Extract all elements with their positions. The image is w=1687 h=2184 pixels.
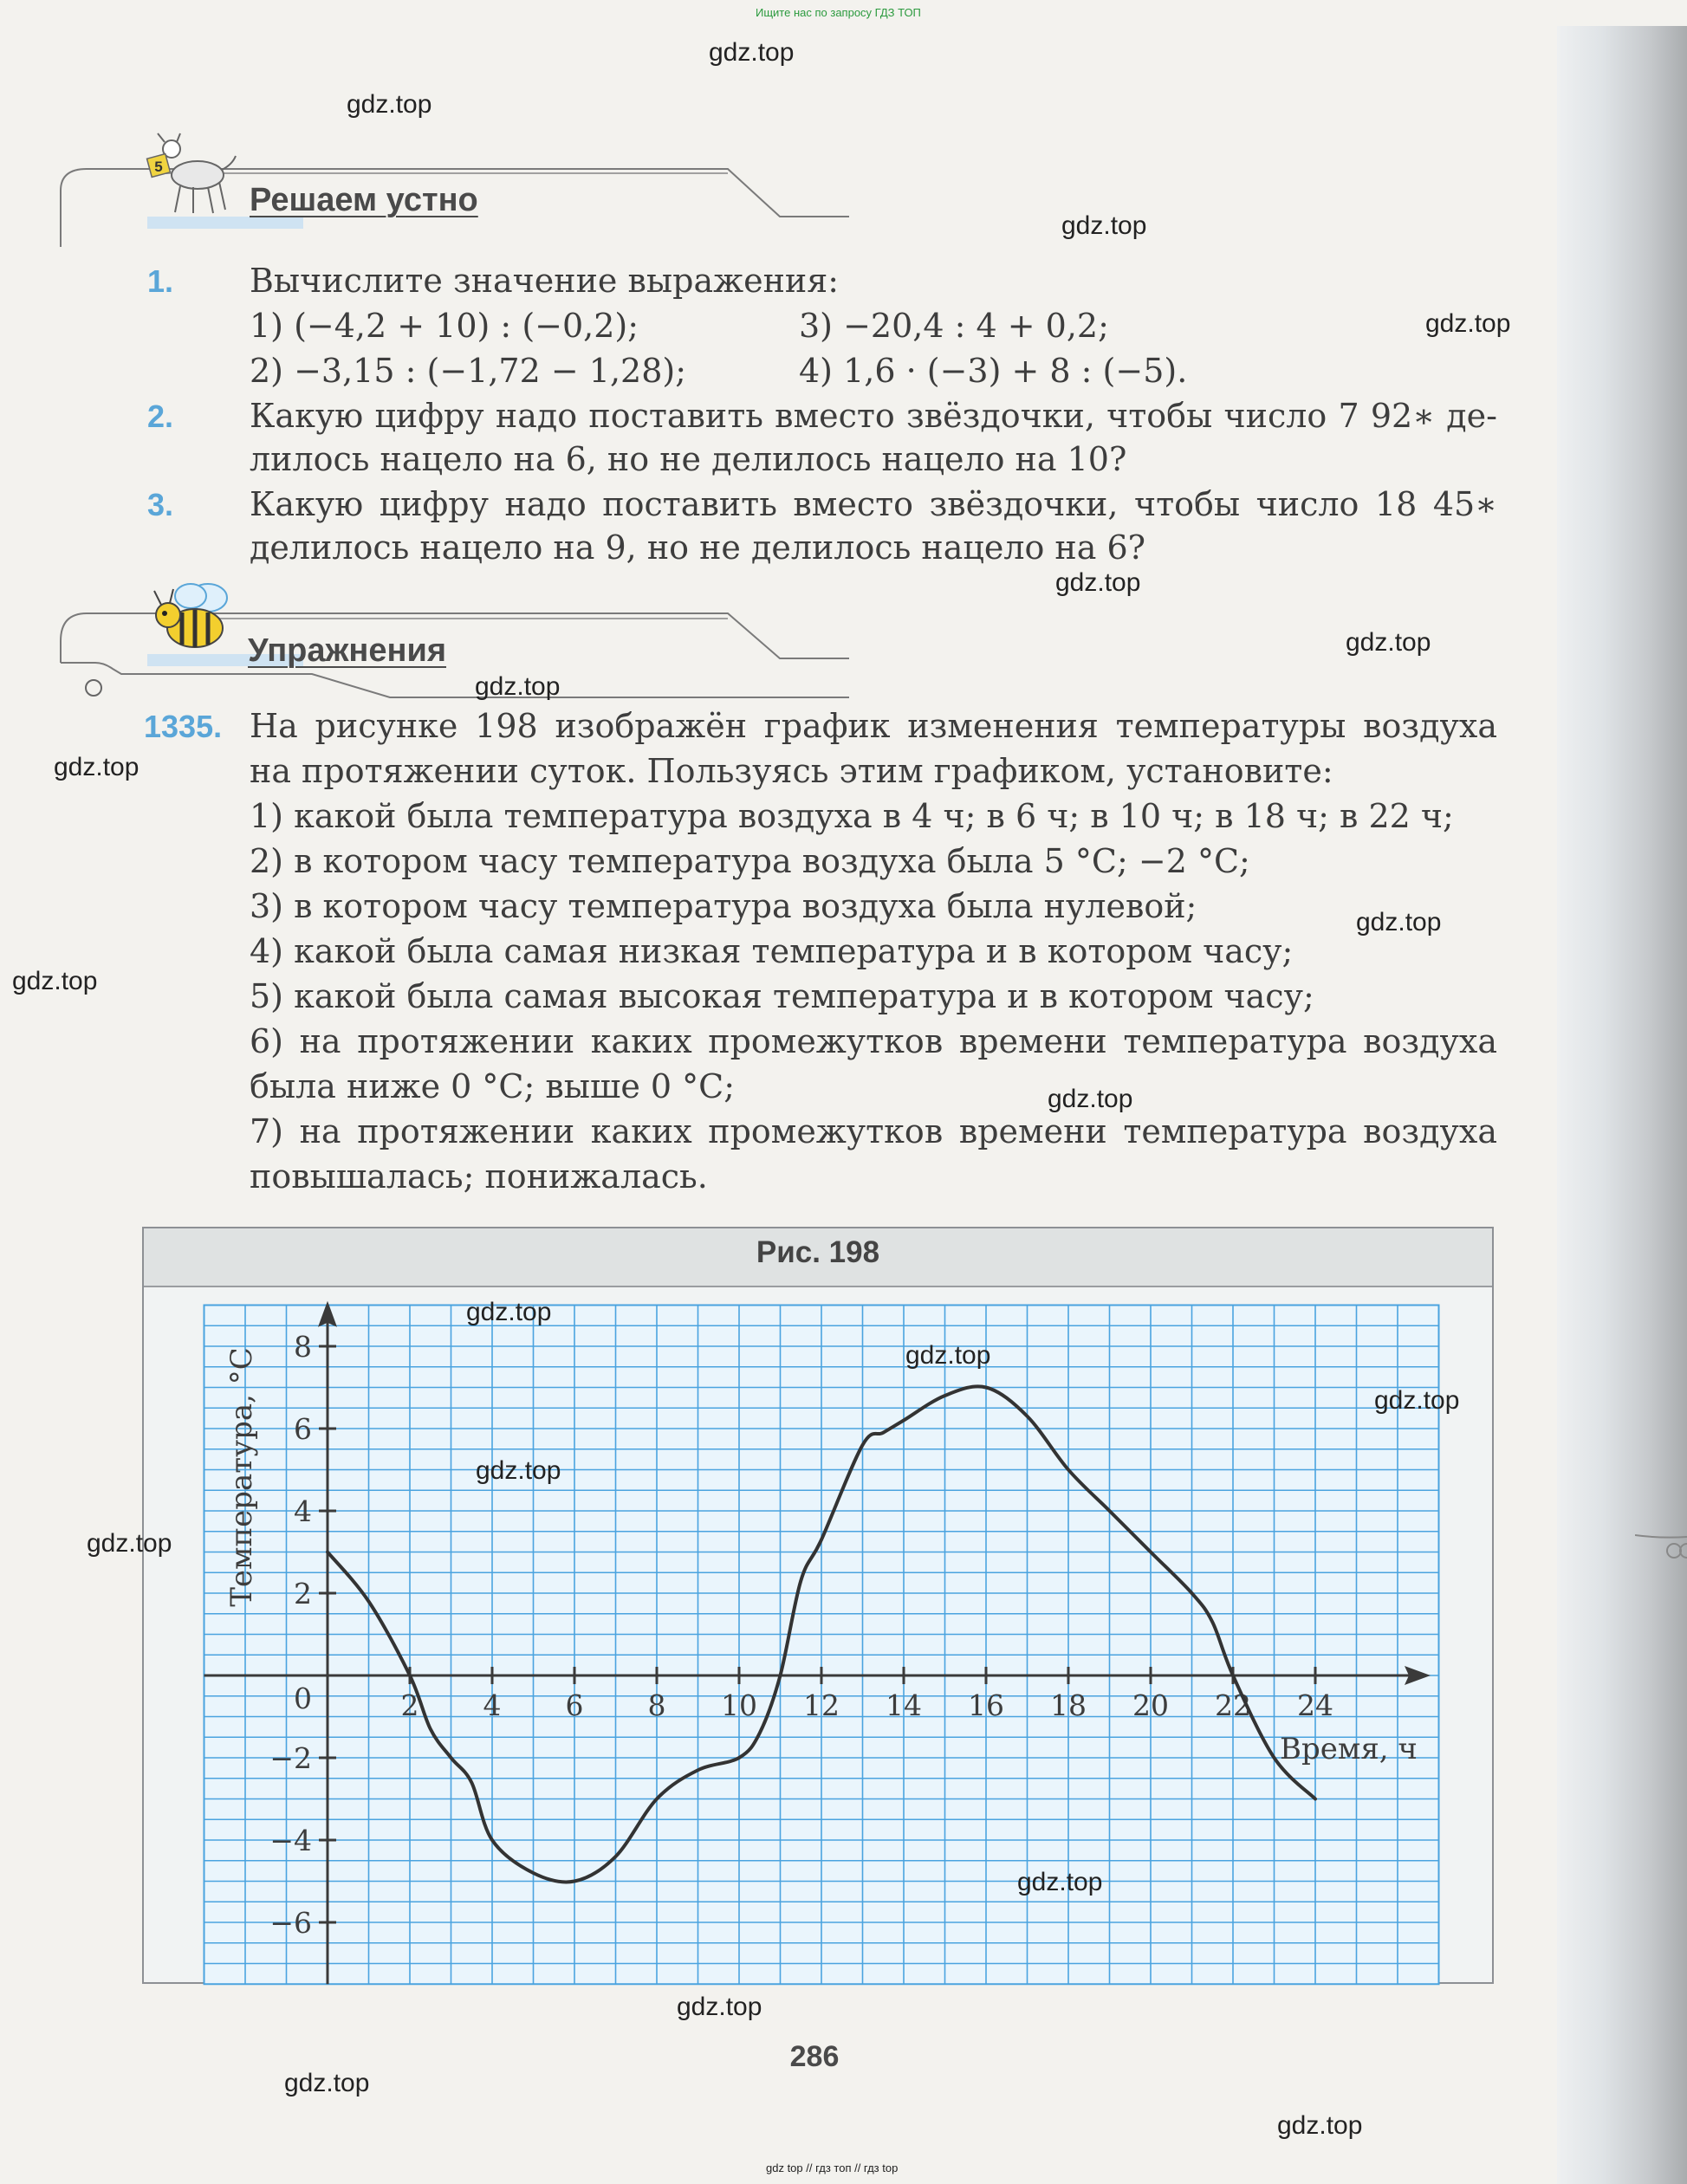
watermark: gdz.top — [1374, 1386, 1460, 1415]
x-tick-label: 20 — [1132, 1688, 1169, 1722]
y-tick-label: 0 — [294, 1682, 312, 1715]
chart-grid — [204, 1306, 1439, 1985]
task-1-item-4: 4) 1,6 · (−3) + 8 : (−5). — [799, 352, 1188, 390]
watermark: gdz.top — [284, 2069, 370, 2097]
top-banner: Ищите нас по запросу ГДЗ ТОП — [756, 6, 921, 19]
task-1-item-3: 3) −20,4 : 4 + 0,2; — [799, 307, 1109, 345]
exercise-number: 1335. — [144, 709, 223, 744]
figure-caption: Рис. 198 — [756, 1235, 880, 1269]
watermark: gdz.top — [1017, 1868, 1103, 1896]
task-2-number: 2. — [147, 399, 174, 434]
x-tick-label: 8 — [647, 1688, 666, 1722]
watermark: gdz.top — [1425, 309, 1511, 338]
exercise-q4: 4) какой была самая низкая температура и в котором часу; — [250, 932, 1294, 970]
task-1-item-1: 1) (−4,2 + 10) : (−0,2); — [250, 307, 639, 345]
y-tick-label: 2 — [294, 1577, 312, 1610]
exercise-q6-line-1: 6) на протяжении каких промежутков времени температура воздуха — [250, 1022, 1497, 1060]
y-tick-label: 4 — [294, 1494, 312, 1528]
watermark: gdz.top — [475, 672, 561, 701]
oral-section-title: Решаем устно — [250, 182, 478, 218]
y-tick-label: −2 — [269, 1741, 312, 1775]
task-3-line-1: Какую цифру надо поставить вместо звёздочки, чтобы число 18 45∗ — [250, 485, 1497, 523]
y-tick-label: 6 — [294, 1412, 312, 1446]
exercise-q7-line-1: 7) на протяжении каких промежутков времени температура воздуха — [250, 1112, 1497, 1150]
x-axis-label: Время, ч — [1280, 1732, 1418, 1766]
watermark: gdz.top — [347, 90, 432, 119]
exercise-line-1: На рисунке 198 изображён график изменения температуры воздуха — [250, 707, 1497, 745]
page-number: 286 — [789, 2040, 840, 2073]
exercise-q2: 2) в котором часу температура воздуха была 5 °C; −2 °C; — [250, 842, 1250, 880]
x-tick-label: 10 — [721, 1688, 757, 1722]
x-tick-label: 24 — [1297, 1688, 1333, 1722]
task-1-item-2: 2) −3,15 : (−1,72 − 1,28); — [250, 352, 687, 390]
exercise-q7-line-2: повышалась; понижалась. — [250, 1157, 708, 1196]
watermark: gdz.top — [87, 1529, 172, 1558]
x-tick-label: 6 — [565, 1688, 584, 1722]
x-tick-label: 16 — [968, 1688, 1004, 1722]
watermark: gdz.top — [1061, 211, 1147, 240]
watermark: gdz.top — [1346, 628, 1431, 657]
exercise-q3: 3) в котором часу температура воздуха была нулевой; — [250, 887, 1197, 925]
watermark: gdz.top — [12, 967, 98, 995]
watermark: gdz.top — [1356, 908, 1442, 936]
y-tick-label: −4 — [269, 1824, 312, 1857]
x-tick-label: 22 — [1215, 1688, 1251, 1722]
exercise-line-2: на протяжении суток. Пользуясь этим графиком, установите: — [250, 752, 1333, 790]
exercise-section-title: Упражнения — [248, 632, 447, 669]
watermark: gdz.top — [905, 1341, 991, 1370]
bottom-banner: gdz top // гдз топ // гдз top — [766, 2161, 899, 2174]
y-tick-label: −6 — [269, 1906, 312, 1940]
x-tick-label: 12 — [803, 1688, 840, 1722]
watermark: gdz.top — [677, 1993, 762, 2021]
watermark: gdz.top — [476, 1456, 561, 1485]
task-1-text: Вычислите значение выражения: — [250, 262, 839, 300]
y-axis-label: Температура, °C — [224, 1347, 259, 1607]
exercise-q6-line-2: была ниже 0 °C; выше 0 °C; — [250, 1067, 736, 1105]
watermark: gdz.top — [709, 38, 795, 67]
x-tick-label: 14 — [886, 1688, 922, 1722]
x-tick-label: 18 — [1050, 1688, 1087, 1722]
exercise-q1: 1) какой была температура воздуха в 4 ч; в 6 ч; в 10 ч; в 18 ч; в 22 ч; — [250, 797, 1454, 835]
task-2-line-1: Какую цифру надо поставить вместо звёздочки, чтобы число 7 92∗ де- — [250, 397, 1497, 435]
watermark: gdz.top — [1277, 2111, 1363, 2140]
watermark: gdz.top — [1055, 568, 1141, 597]
x-tick-label: 4 — [483, 1688, 502, 1722]
task-3-line-2: делилось нацело на 9, но не делилось нацело на 6? — [250, 528, 1146, 567]
watermark: gdz.top — [54, 753, 140, 781]
watermark: gdz.top — [1048, 1085, 1133, 1113]
task-2-line-2: лилось нацело на 6, но не делилось нацело на 10? — [250, 440, 1127, 478]
y-tick-label: 8 — [294, 1330, 312, 1364]
watermark: gdz.top — [466, 1298, 552, 1326]
task-1-number: 1. — [147, 263, 174, 299]
task-3-number: 3. — [147, 487, 174, 522]
x-tick-label: 2 — [400, 1688, 419, 1722]
exercise-q5: 5) какой была самая высокая температура и в котором часу; — [250, 977, 1314, 1015]
badge-number: 5 — [154, 159, 163, 175]
